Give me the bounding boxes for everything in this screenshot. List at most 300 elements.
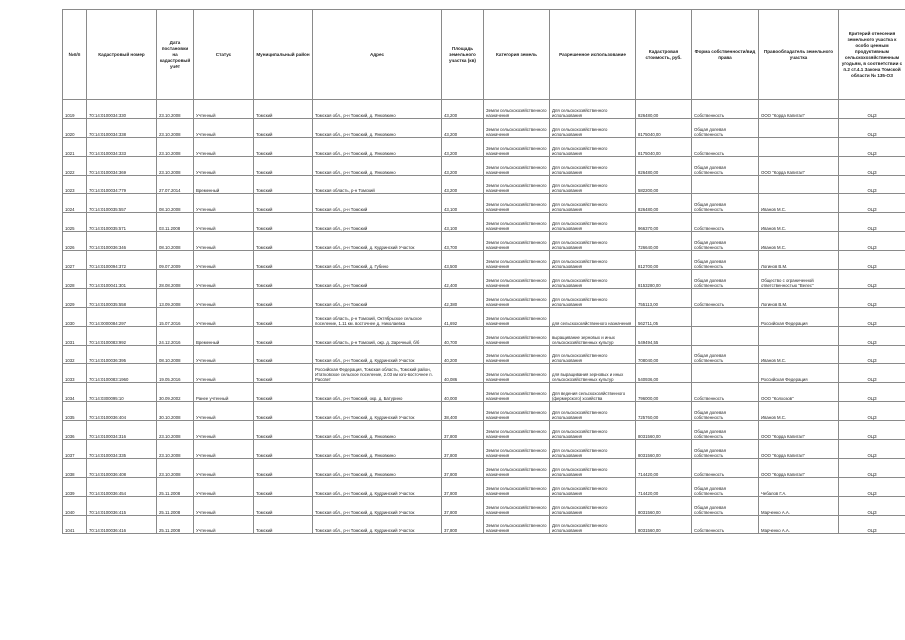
table-row <box>63 326 905 345</box>
table-row <box>63 213 905 232</box>
table-cell: Земли сельскохозяйственного назначения <box>484 326 550 345</box>
table-cell: Собственность <box>692 213 759 232</box>
table-cell: Томская обл., р-н Томский, д. Кудринский Участок <box>313 515 442 534</box>
table-cell: Томская область, р-н Томский, Октябрьское сельское поселение, 1.11 км. восточнее д. Николаевка <box>313 307 442 326</box>
table-row <box>63 270 905 289</box>
table-cell: Учтенный <box>194 270 254 289</box>
table-cell: 70:14:0100034:316 <box>87 421 157 440</box>
table-cell: 42,400 <box>442 270 484 289</box>
table-cell <box>692 364 759 383</box>
table-cell: Иванов М.С. <box>759 402 839 421</box>
table-cell: Томская обл., р-н Томский, д. Кудринский Участок <box>313 477 442 496</box>
table-row <box>63 364 905 383</box>
table-cell: 70:14:0300095:10 <box>87 383 157 402</box>
header-cell: Форма собственности/вид права <box>692 10 759 100</box>
table-cell: Томский <box>254 402 313 421</box>
table-cell: 30.09.2002 <box>157 383 194 402</box>
table-cell: 1019 <box>63 100 87 119</box>
table-row <box>63 307 905 326</box>
table-cell: 812700,00 <box>636 251 692 270</box>
table-cell: ОЦЗ <box>839 288 905 307</box>
table-row <box>63 477 905 496</box>
table-cell: 70:14:0100036:395 <box>87 345 157 364</box>
table-cell: Земли сельскохозяйственного назначения <box>484 496 550 515</box>
table-cell: ОЦЗ <box>839 118 905 137</box>
table-cell: Томский <box>254 270 313 289</box>
table-cell: Земли сельскохозяйственного назначения <box>484 440 550 459</box>
table-cell: Томская обл., р-н Томский, д. Янковкино <box>313 156 442 175</box>
table-cell: Общая долевая собственность <box>692 421 759 440</box>
table-cell: 25.11.2008 <box>157 477 194 496</box>
table-cell: Ранее учтенный <box>194 383 254 402</box>
table-cell: Учтенный <box>194 477 254 496</box>
table-cell: Российская Федерация <box>759 307 839 326</box>
table-cell: Для ведения сельскохозяйственного (фермерского) хозяйства <box>550 383 636 402</box>
table-cell: Для сельскохозяйственного использования <box>550 156 636 175</box>
table-cell: Для сельскохозяйственного использования <box>550 477 636 496</box>
table-cell: Томский <box>254 477 313 496</box>
table-cell: 826480,00 <box>636 194 692 213</box>
table-cell: Томский <box>254 288 313 307</box>
table-cell: 714420,00 <box>636 477 692 496</box>
table-cell: 826480,00 <box>636 100 692 119</box>
table-cell: Общая долевая собственность <box>692 496 759 515</box>
table-cell: 23.10.2008 <box>157 458 194 477</box>
table-cell: 1026 <box>63 232 87 251</box>
table-cell: Для сельскохозяйственного использования <box>550 458 636 477</box>
table-cell: Томский <box>254 194 313 213</box>
table-cell: 8031560,00 <box>636 496 692 515</box>
table-cell: 708040,00 <box>636 345 692 364</box>
table-cell: ООО "Корда Капитал" <box>759 421 839 440</box>
table-cell: 70:14:0100035:557 <box>87 194 157 213</box>
table-cell: 8175040,00 <box>636 118 692 137</box>
header-cell: №п/п <box>63 10 87 100</box>
table-cell: Иванов М.С. <box>759 345 839 364</box>
header-cell: Правообладатель земельного участка <box>759 10 839 100</box>
table-cell: 1037 <box>63 440 87 459</box>
table-cell: ОЦЗ <box>839 100 905 119</box>
table-cell: 38,400 <box>442 402 484 421</box>
table-cell: 43,700 <box>442 232 484 251</box>
table-row <box>63 232 905 251</box>
table-cell: 70:14:0100083:1960 <box>87 364 157 383</box>
table-cell: Земли сельскохозяйственного назначения <box>484 307 550 326</box>
table-cell: Томская обл., р-н Томский, д. Янковкино <box>313 440 442 459</box>
table-cell: 08.10.2008 <box>157 194 194 213</box>
table-cell: Земли сельскохозяйственного назначения <box>484 213 550 232</box>
table-cell: 23.10.2008 <box>157 137 194 156</box>
table-cell: Томский <box>254 137 313 156</box>
table-cell <box>759 137 839 156</box>
table-cell: ОЦЗ <box>839 307 905 326</box>
table-cell: Для сельскохозяйственного использования <box>550 118 636 137</box>
header-cell: Адрес <box>313 10 442 100</box>
table-cell: Временный <box>194 326 254 345</box>
table-cell: 1032 <box>63 345 87 364</box>
table-cell: 70:14:0100036:416 <box>87 515 157 534</box>
table-cell: 15.07.2016 <box>157 307 194 326</box>
table-cell: Земли сельскохозяйственного назначения <box>484 137 550 156</box>
table-cell: 70:14:0100036:415 <box>87 496 157 515</box>
table-cell: Томская обл., р-н Томский, д. Кудринский Участок <box>313 496 442 515</box>
table-cell: 27.07.2014 <box>157 175 194 194</box>
table-cell: ОЦЗ <box>839 194 905 213</box>
table-cell: 43,200 <box>442 156 484 175</box>
table-cell: ОЦЗ <box>839 458 905 477</box>
table-cell: 08.10.2008 <box>157 345 194 364</box>
table-cell: Томский <box>254 156 313 175</box>
table-cell: Томский <box>254 232 313 251</box>
table-cell: 70:14:0100036:408 <box>87 458 157 477</box>
table-cell: 13.09.2008 <box>157 288 194 307</box>
table-cell: 8031560,00 <box>636 440 692 459</box>
table-cell: Земли сельскохозяйственного назначения <box>484 194 550 213</box>
table-cell: Общая долевая собственность <box>692 345 759 364</box>
table-cell: 23.10.2008 <box>157 156 194 175</box>
table-cell: 582200,00 <box>636 175 692 194</box>
table-cell: Учтенный <box>194 213 254 232</box>
table-cell: Учтенный <box>194 118 254 137</box>
table-cell: 42,380 <box>442 288 484 307</box>
table-cell: ОЦЗ <box>839 156 905 175</box>
table-cell: Российская Федерация, Томская область, Томский район, Итатковское сельское поселение, 2.03 км юго-восточнее п. Рассвет <box>313 364 442 383</box>
table-row <box>63 345 905 364</box>
table-cell: Томская обл., р-н Томский, д. Янковкино <box>313 118 442 137</box>
table-cell: 1035 <box>63 402 87 421</box>
table-cell: Учтенный <box>194 364 254 383</box>
table-cell: 70:14:0100094:372 <box>87 251 157 270</box>
table-cell: для сельскохозяйственного назначения <box>550 307 636 326</box>
table-cell: ОЦЗ <box>839 251 905 270</box>
table-cell: Для сельскохозяйственного использования <box>550 496 636 515</box>
table-cell: 726640,00 <box>636 232 692 251</box>
table-cell: Учтенный <box>194 496 254 515</box>
table-cell: Томская обл., р-н Томский, д. Кудринский Участок <box>313 402 442 421</box>
table-cell: Томская обл., р-н Томский, д. Кудринский Участок <box>313 232 442 251</box>
table-cell: 70:14:0100034:779 <box>87 175 157 194</box>
table-cell: Иванов М.С. <box>759 232 839 251</box>
table-row <box>63 496 905 515</box>
table-cell: 37,800 <box>442 477 484 496</box>
header-cell: Площадь земельного участка (кв) <box>442 10 484 100</box>
table-cell: 70:14:0100036:404 <box>87 402 157 421</box>
table-cell: 8175040,00 <box>636 137 692 156</box>
table-cell <box>759 175 839 194</box>
table-row <box>63 288 905 307</box>
table-cell: Общая долевая собственность <box>692 194 759 213</box>
table-cell: 1022 <box>63 156 87 175</box>
table-cell: Собственность <box>692 383 759 402</box>
table-cell: Земли сельскохозяйственного назначения <box>484 383 550 402</box>
table-cell: Учтенный <box>194 232 254 251</box>
table-cell: Земли сельскохозяйственного назначения <box>484 100 550 119</box>
table-cell: ОЦЗ <box>839 232 905 251</box>
table-cell: Томская обл., р-н Томский, д. Янковкино <box>313 137 442 156</box>
table-cell: 41,692 <box>442 307 484 326</box>
table-cell: Томская обл., р-н Томский <box>313 213 442 232</box>
table-cell: Томский <box>254 458 313 477</box>
table-cell: 714420,00 <box>636 458 692 477</box>
table-cell: Томский <box>254 213 313 232</box>
table-cell: Земли сельскохозяйственного назначения <box>484 232 550 251</box>
table-cell: Для сельскохозяйственного использования <box>550 270 636 289</box>
table-cell: Чебалов Г.А. <box>759 477 839 496</box>
table-cell: Томский <box>254 364 313 383</box>
table-cell: 28.08.2008 <box>157 270 194 289</box>
table-cell: ОЦЗ <box>839 402 905 421</box>
table-cell <box>759 118 839 137</box>
table-cell: Учтенный <box>194 421 254 440</box>
header-row <box>63 10 905 100</box>
table-cell: Учтенный <box>194 288 254 307</box>
table-cell: Томская обл., р-н Томский, д. Кудринский Участок <box>313 345 442 364</box>
table-cell: Учтенный <box>194 251 254 270</box>
table-cell: 43,200 <box>442 100 484 119</box>
table-cell: 1025 <box>63 213 87 232</box>
table-cell: 70:14:0100036:346 <box>87 232 157 251</box>
table-cell: Логинов В.М. <box>759 251 839 270</box>
table-cell: ОЦЗ <box>839 440 905 459</box>
table-cell: 1034 <box>63 383 87 402</box>
table-cell: 1039 <box>63 477 87 496</box>
table-cell <box>692 326 759 345</box>
header-cell: Кадастровая стоимость, руб. <box>636 10 692 100</box>
table-cell: Для сельскохозяйственного использования <box>550 288 636 307</box>
table-cell: Томская обл., р-н Томский, д. Губино <box>313 251 442 270</box>
table-row <box>63 156 905 175</box>
table-cell <box>692 307 759 326</box>
table-cell: Учтенный <box>194 345 254 364</box>
table-cell: Учтенный <box>194 137 254 156</box>
table-cell: Общая долевая собственность <box>692 232 759 251</box>
table-cell: Для сельскохозяйственного использования <box>550 421 636 440</box>
table-cell: Томская область, р-н Томский, окр. д. Заречный, б/б <box>313 326 442 345</box>
table-cell: Учтенный <box>194 194 254 213</box>
table-cell: ОЦЗ <box>839 213 905 232</box>
table-cell: Томский <box>254 440 313 459</box>
table-cell: Земли сельскохозяйственного назначения <box>484 477 550 496</box>
table-cell: 37,800 <box>442 496 484 515</box>
table-cell: 03.11.2008 <box>157 213 194 232</box>
table-cell: 1021 <box>63 137 87 156</box>
table-cell: 826480,00 <box>636 156 692 175</box>
table-cell: 1024 <box>63 194 87 213</box>
table-cell: Для сельскохозяйственного использования <box>550 137 636 156</box>
table-cell: выращивание зерновых и иных сельскохозяйственных культур <box>550 326 636 345</box>
table-cell: 43,200 <box>442 175 484 194</box>
table-cell: 1031 <box>63 326 87 345</box>
table-row <box>63 137 905 156</box>
table-cell: Собственность <box>692 515 759 534</box>
table-cell: Для сельскохозяйственного использования <box>550 402 636 421</box>
header-cell: Дата постановки на кадастровый учёт <box>157 10 194 100</box>
table-cell: Томский <box>254 496 313 515</box>
table-cell: Томский <box>254 307 313 326</box>
table-cell: Земли сельскохозяйственного назначения <box>484 515 550 534</box>
table-cell: 1028 <box>63 270 87 289</box>
table-cell: 1023 <box>63 175 87 194</box>
header-cell: Категория земель <box>484 10 550 100</box>
table-cell: Томский <box>254 326 313 345</box>
table-cell: 25.11.2008 <box>157 496 194 515</box>
table-row <box>63 458 905 477</box>
table-cell: 70:14:0100036:454 <box>87 477 157 496</box>
table-cell: Марченко А.А. <box>759 496 839 515</box>
table-cell: Земли сельскохозяйственного назначения <box>484 270 550 289</box>
table-cell: Учтенный <box>194 458 254 477</box>
table-cell: Томская обл., р-н Томский <box>313 194 442 213</box>
table-cell: 8153280,00 <box>636 270 692 289</box>
table-cell: 1020 <box>63 118 87 137</box>
table-cell: 549494,55 <box>636 326 692 345</box>
table-cell: Общая долевая собственность <box>692 402 759 421</box>
table-cell: 25.11.2008 <box>157 515 194 534</box>
table-row <box>63 383 905 402</box>
table-cell: 70:14:0100083:992 <box>87 326 157 345</box>
table-cell: 43,500 <box>442 251 484 270</box>
table-cell: 40,700 <box>442 326 484 345</box>
table-cell: ОЦЗ <box>839 364 905 383</box>
table-cell: 37,800 <box>442 440 484 459</box>
table-row <box>63 100 905 119</box>
table-cell: Томская обл., р-н Томский <box>313 288 442 307</box>
table-cell: 70:14:0100034:338 <box>87 118 157 137</box>
table-cell: Томская обл., р-н Томский, д. Янковкино <box>313 100 442 119</box>
table-cell: 70:14:0100034:330 <box>87 100 157 119</box>
table-cell: 40,200 <box>442 345 484 364</box>
table-cell: 8031560,00 <box>636 515 692 534</box>
table-cell: Томская обл., р-н Томский, д. Янковкино <box>313 458 442 477</box>
table-cell: 755113,00 <box>636 288 692 307</box>
table-cell: Учтенный <box>194 440 254 459</box>
table-cell: Земли сельскохозяйственного назначения <box>484 421 550 440</box>
table-cell: 23.10.2008 <box>157 100 194 119</box>
table-cell: 725760,00 <box>636 402 692 421</box>
table-cell: Учтенный <box>194 307 254 326</box>
table-cell: 43,100 <box>442 213 484 232</box>
table-cell: ОЦЗ <box>839 175 905 194</box>
table-cell: 1029 <box>63 288 87 307</box>
table-cell: Томский <box>254 421 313 440</box>
table-cell: 43,200 <box>442 118 484 137</box>
table-cell: Томский <box>254 100 313 119</box>
table-cell: 23.10.2008 <box>157 421 194 440</box>
table-cell: 540936,00 <box>636 364 692 383</box>
table-cell: 562711,05 <box>636 307 692 326</box>
table-row <box>63 440 905 459</box>
table-row <box>63 515 905 534</box>
table-cell: Томская обл., р-н Томский, окр. д. Батурино <box>313 383 442 402</box>
table-cell: Логинов В.М. <box>759 288 839 307</box>
header-cell: Статус <box>194 10 254 100</box>
table-cell: Томский <box>254 383 313 402</box>
table-cell: Иванов М.С. <box>759 194 839 213</box>
table-cell: Земли сельскохозяйственного назначения <box>484 118 550 137</box>
table-row <box>63 118 905 137</box>
table-cell: Общая долевая собственность <box>692 440 759 459</box>
table-cell: ООО "Корда Капитал" <box>759 440 839 459</box>
table-cell: ОЦЗ <box>839 326 905 345</box>
table-cell: Для сельскохозяйственного использования <box>550 100 636 119</box>
table-cell: Томский <box>254 251 313 270</box>
table-cell: ОЦЗ <box>839 137 905 156</box>
table-cell: Общество с ограниченной ответственностью "Велес" <box>759 270 839 289</box>
table-cell: Томская обл., р-н Томский, д. Янковкино <box>313 421 442 440</box>
table-cell: Земли сельскохозяйственного назначения <box>484 345 550 364</box>
table-cell: Для сельскохозяйственного использования <box>550 515 636 534</box>
table-cell: Томский <box>254 345 313 364</box>
table-cell: 70:14:0000084:297 <box>87 307 157 326</box>
table-cell: 796000,00 <box>636 383 692 402</box>
table-cell: 43,200 <box>442 137 484 156</box>
table-cell: 19.05.2016 <box>157 364 194 383</box>
table-cell: ООО "Корда Капитал" <box>759 100 839 119</box>
table-row <box>63 402 905 421</box>
table-cell: Земли сельскохозяйственного назначения <box>484 175 550 194</box>
table-cell: 8031560,00 <box>636 421 692 440</box>
table-cell: 24.12.2016 <box>157 326 194 345</box>
table-cell: Томская обл., р-н Томский <box>313 270 442 289</box>
table-cell: Учтенный <box>194 100 254 119</box>
table-cell: Учтенный <box>194 156 254 175</box>
header-cell: Муниципальный район <box>254 10 313 100</box>
table-cell: Земли сельскохозяйственного назначения <box>484 156 550 175</box>
table-cell: 70:14:0100041:301 <box>87 270 157 289</box>
header-cell: Кадастровый номер <box>87 10 157 100</box>
table-cell: Для сельскохозяйственного использования <box>550 194 636 213</box>
table-cell: Томский <box>254 118 313 137</box>
table-cell: Для сельскохозяйственного использования <box>550 175 636 194</box>
table-cell: Томский <box>254 175 313 194</box>
table-cell: Учтенный <box>194 402 254 421</box>
table-cell <box>759 326 839 345</box>
table-cell: Собственность <box>692 458 759 477</box>
table-cell: Томский <box>254 515 313 534</box>
table-cell: 37,800 <box>442 515 484 534</box>
table-cell: Для сельскохозяйственного использования <box>550 232 636 251</box>
table-cell: 09.07.2009 <box>157 251 194 270</box>
table-cell: Для сельскохозяйственного использования <box>550 345 636 364</box>
table-cell: 1033 <box>63 364 87 383</box>
table-cell: Земли сельскохозяйственного назначения <box>484 458 550 477</box>
table-cell: 40,000 <box>442 383 484 402</box>
table-cell: 1027 <box>63 251 87 270</box>
table-cell: Земли сельскохозяйственного назначения <box>484 288 550 307</box>
table-row <box>63 421 905 440</box>
table-cell: 37,800 <box>442 421 484 440</box>
table-cell: 08.10.2008 <box>157 232 194 251</box>
table-cell: Общая долевая собственность <box>692 156 759 175</box>
table-cell: Временный <box>194 175 254 194</box>
header-cell: Критерий отнесения земельного участка к особо ценным продуктивным сельскохозяйственным угодьям, в соответствии с п.2 ст.4.1 Закона Томской области № 135-ОЗ <box>839 10 905 100</box>
table-cell: ОЦЗ <box>839 515 905 534</box>
table-cell: 966370,00 <box>636 213 692 232</box>
table-cell: 1038 <box>63 458 87 477</box>
table-cell: Для сельскохозяйственного использования <box>550 251 636 270</box>
table-cell: ООО "Корда Капитал" <box>759 156 839 175</box>
table-cell: ООО "Корда Капитал" <box>759 458 839 477</box>
table-cell: Общая долевая собственность <box>692 270 759 289</box>
table-cell: ООО "Колхозов" <box>759 383 839 402</box>
table-cell: 43,100 <box>442 194 484 213</box>
land-registry-table <box>62 9 905 534</box>
table-cell: 1030 <box>63 307 87 326</box>
table-cell: Собственность <box>692 137 759 156</box>
table-cell: 1041 <box>63 515 87 534</box>
table-cell <box>692 175 759 194</box>
table-cell: ОЦЗ <box>839 383 905 402</box>
